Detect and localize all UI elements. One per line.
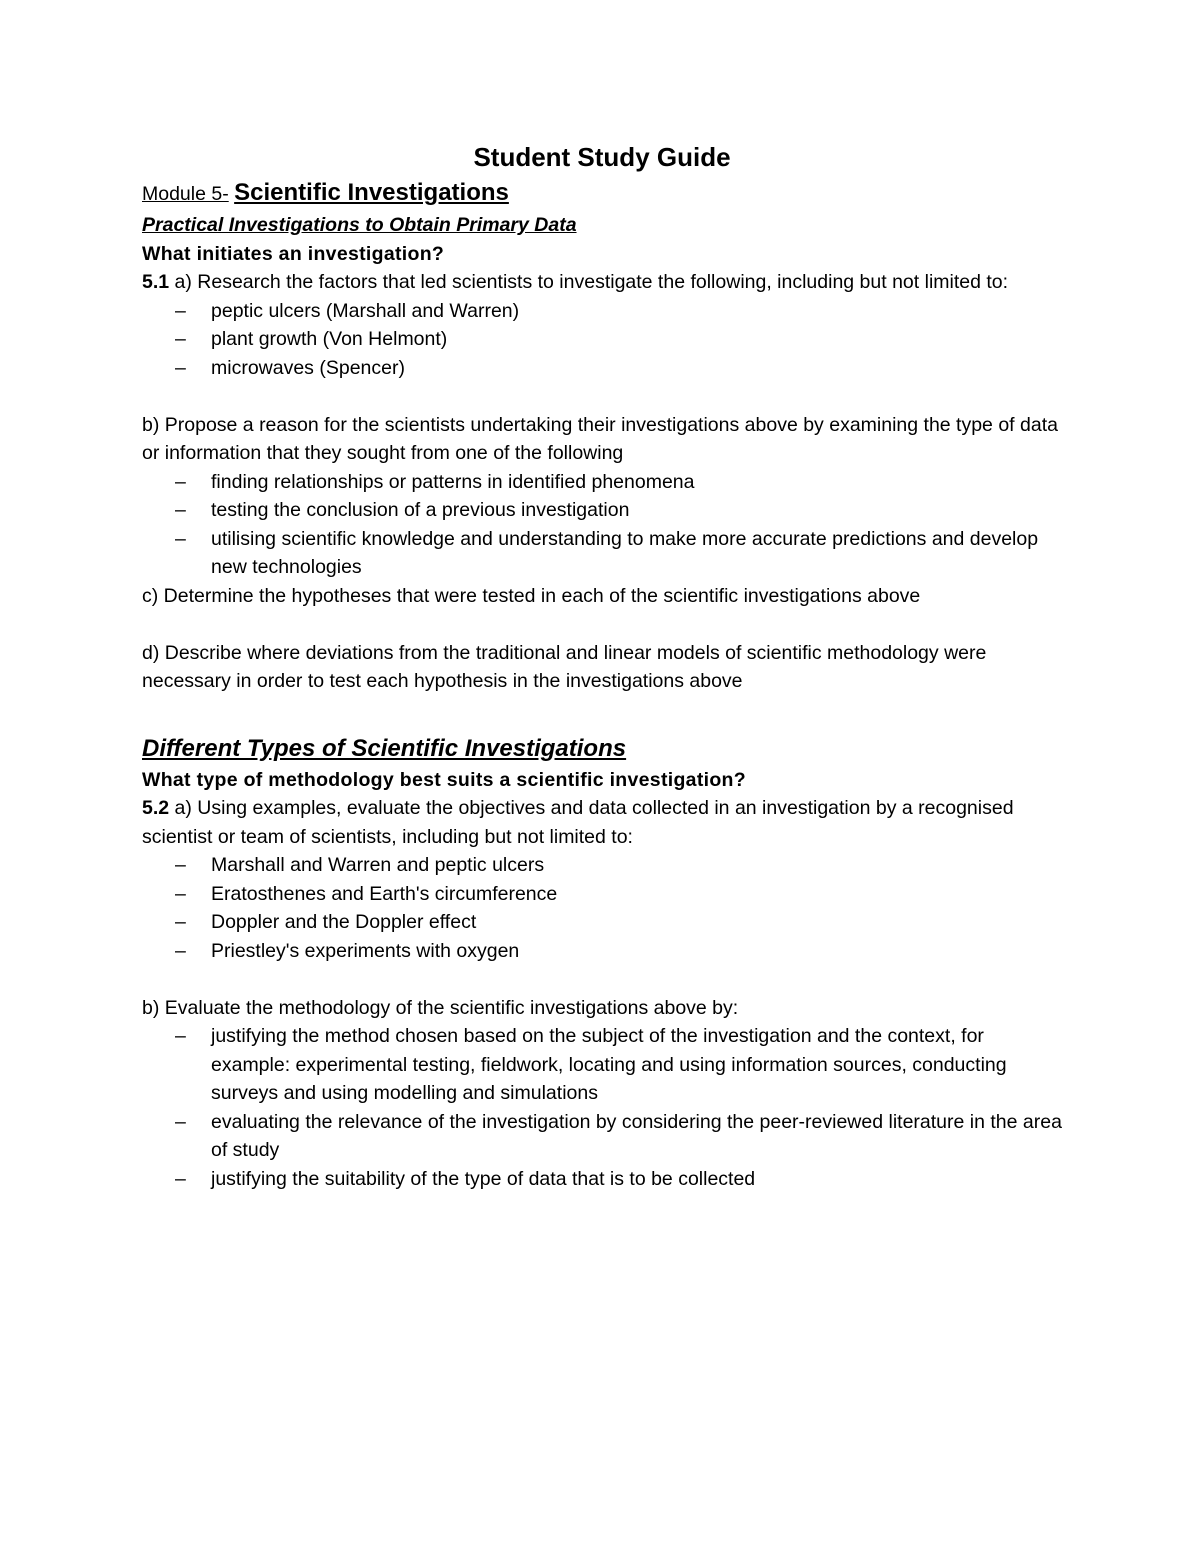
list-item (142, 1108, 1062, 1165)
dash-mark: – (175, 1025, 186, 1047)
item-5-1-a (142, 268, 1062, 297)
list-item (142, 937, 1062, 966)
spacer (142, 382, 1062, 411)
list-item-text: peptic ulcers (Marshall and Warren) (211, 299, 520, 322)
dash-mark: – (175, 939, 186, 962)
list-item-text: Doppler and the Doppler effect (211, 911, 477, 933)
list-item (142, 880, 1062, 909)
item-5-1-number: 5.1 (142, 271, 170, 293)
dash-mark: – (175, 299, 186, 322)
page-title: Student Study Guide (473, 142, 731, 172)
module-name: Scientific Investigations (234, 179, 509, 206)
list-item-text: Priestley's experiments with oxygen (211, 939, 520, 962)
list-item-text: justifying the suitability of the type of data that is to be collected (211, 1167, 756, 1190)
list-item (142, 496, 1062, 525)
module-prefix: Module 5- (142, 183, 229, 205)
item-5-2-b-list (142, 1022, 1062, 1193)
list-item-text: utilising scientific knowledge and understanding to make more accurate predictions and develop new technologies (211, 527, 1039, 578)
list-item-text: justifying the method chosen based on the subject of the investigation and the context, for example: experimental testing, fieldwork, locating and using information sources, conducting surveys and using modelling and simulations (211, 1025, 1007, 1104)
list-item (142, 1022, 1062, 1108)
dash-mark: – (175, 911, 186, 933)
list-item (142, 525, 1062, 582)
item-5-2-a-list (142, 851, 1062, 965)
section2-question: What type of methodology best suits a scientific investigation? (142, 768, 746, 791)
spacer (142, 965, 1062, 994)
list-item-text: Eratosthenes and Earth's circumference (211, 882, 558, 905)
spacer (142, 696, 1062, 732)
list-item-text: evaluating the relevance of the investigation by considering the peer-reviewed literature in the area of study (211, 1110, 1062, 1161)
module-heading (142, 176, 1062, 211)
list-item (142, 851, 1062, 880)
document-page (142, 138, 1062, 1193)
list-item (142, 1165, 1062, 1194)
list-item-text: microwaves (Spencer) (211, 356, 405, 379)
dash-mark: – (175, 470, 186, 493)
dash-mark: – (175, 1110, 186, 1133)
dash-mark: – (175, 527, 186, 550)
dash-mark: – (175, 882, 186, 905)
dash-mark: – (175, 854, 186, 876)
list-item-text: Marshall and Warren and peptic ulcers (211, 854, 545, 876)
item-5-1-a-text: a) Research the factors that led scientists to investigate the following, including but not limited to: (169, 271, 1009, 293)
item-5-1-b: b) Propose a reason for the scientists undertaking their investigations above by examining the type of data or information that they sought from one of the following (142, 413, 1058, 464)
list-item-text: finding relationships or patterns in identified phenomena (211, 470, 695, 493)
list-item-text: testing the conclusion of a previous investigation (211, 499, 630, 521)
item-5-1-c: c) Determine the hypotheses that were tested in each of the scientific investigations above (142, 584, 921, 607)
section2-heading: Different Types of Scientific Investigations (142, 734, 627, 762)
item-5-1-b-list (142, 468, 1062, 582)
list-item-text: plant growth (Von Helmont) (211, 328, 448, 350)
spacer (142, 610, 1062, 639)
list-item (142, 908, 1062, 937)
dash-mark: – (175, 356, 186, 379)
dash-mark: – (175, 328, 186, 350)
section1-question: What initiates an investigation? (142, 242, 445, 265)
list-item (142, 297, 1062, 326)
dash-mark: – (175, 499, 186, 521)
item-5-2-a (142, 794, 1062, 851)
list-item (142, 354, 1062, 383)
dash-mark: – (175, 1167, 186, 1190)
list-item (142, 468, 1062, 497)
item-5-2-number: 5.2 (142, 797, 170, 819)
item-5-2-b: b) Evaluate the methodology of the scientific investigations above by: (142, 996, 739, 1019)
item-5-1-a-list (142, 297, 1062, 383)
item-5-1-d: d) Describe where deviations from the traditional and linear models of scientific methodology were necessary in order to test each hypothesis in the investigations above (142, 641, 987, 692)
item-5-2-a-text: a) Using examples, evaluate the objectives and data collected in an investigation by a recognised scientist or team of scientists, including but not limited to: (142, 797, 1014, 848)
list-item (142, 325, 1062, 354)
section1-subtitle: Practical Investigations to Obtain Primary Data (142, 214, 577, 236)
